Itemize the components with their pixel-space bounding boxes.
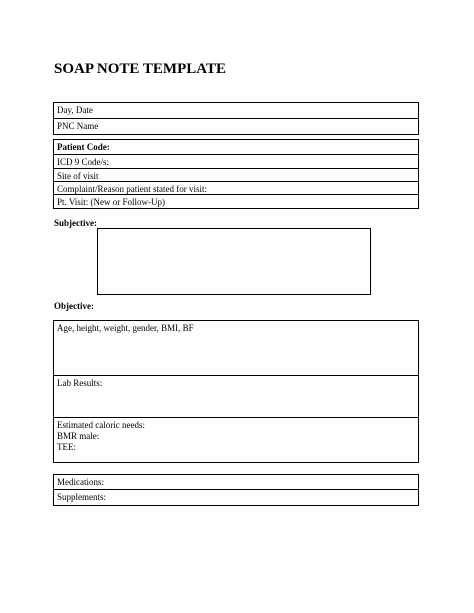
subjective-box[interactable] — [97, 228, 371, 295]
supplements-field[interactable]: Supplements: — [57, 492, 106, 502]
objective-lab-results-label: Lab Results: — [57, 378, 103, 388]
estimated-caloric-needs-label: Estimated caloric needs: — [57, 420, 145, 430]
day-date-field[interactable]: Day, Date — [54, 103, 418, 119]
objective-label: Objective: — [54, 301, 94, 311]
tee-label: TEE: — [57, 442, 76, 452]
pnc-name-field[interactable]: PNC Name — [57, 121, 99, 131]
medications-field[interactable]: Medications: — [54, 475, 418, 490]
objective-lab-results-cell[interactable] — [54, 376, 418, 418]
objective-table — [53, 320, 419, 463]
icd9-code-field[interactable]: ICD 9 Code/s: — [54, 155, 418, 169]
bmr-male-label: BMR male: — [57, 431, 100, 441]
page-title: SOAP NOTE TEMPLATE — [54, 61, 226, 77]
objective-anthropometrics-label: Age, height, weight, gender, BMI, BF — [57, 323, 194, 333]
complaint-reason-field[interactable]: Complaint/Reason patient stated for visit: — [54, 182, 418, 195]
header-table — [53, 102, 419, 135]
patient-code-field[interactable]: Patient Code: — [54, 140, 418, 155]
objective-caloric-needs-cell[interactable] — [54, 418, 418, 462]
medications-table — [53, 474, 419, 506]
site-of-visit-field[interactable]: Site of visit — [54, 169, 418, 182]
patient-table — [53, 139, 419, 209]
pt-visit-field[interactable]: Pt. Visit: (New or Follow-Up) — [57, 197, 166, 207]
objective-anthropometrics-cell[interactable] — [54, 321, 418, 376]
subjective-label: Subjective: — [54, 218, 97, 228]
